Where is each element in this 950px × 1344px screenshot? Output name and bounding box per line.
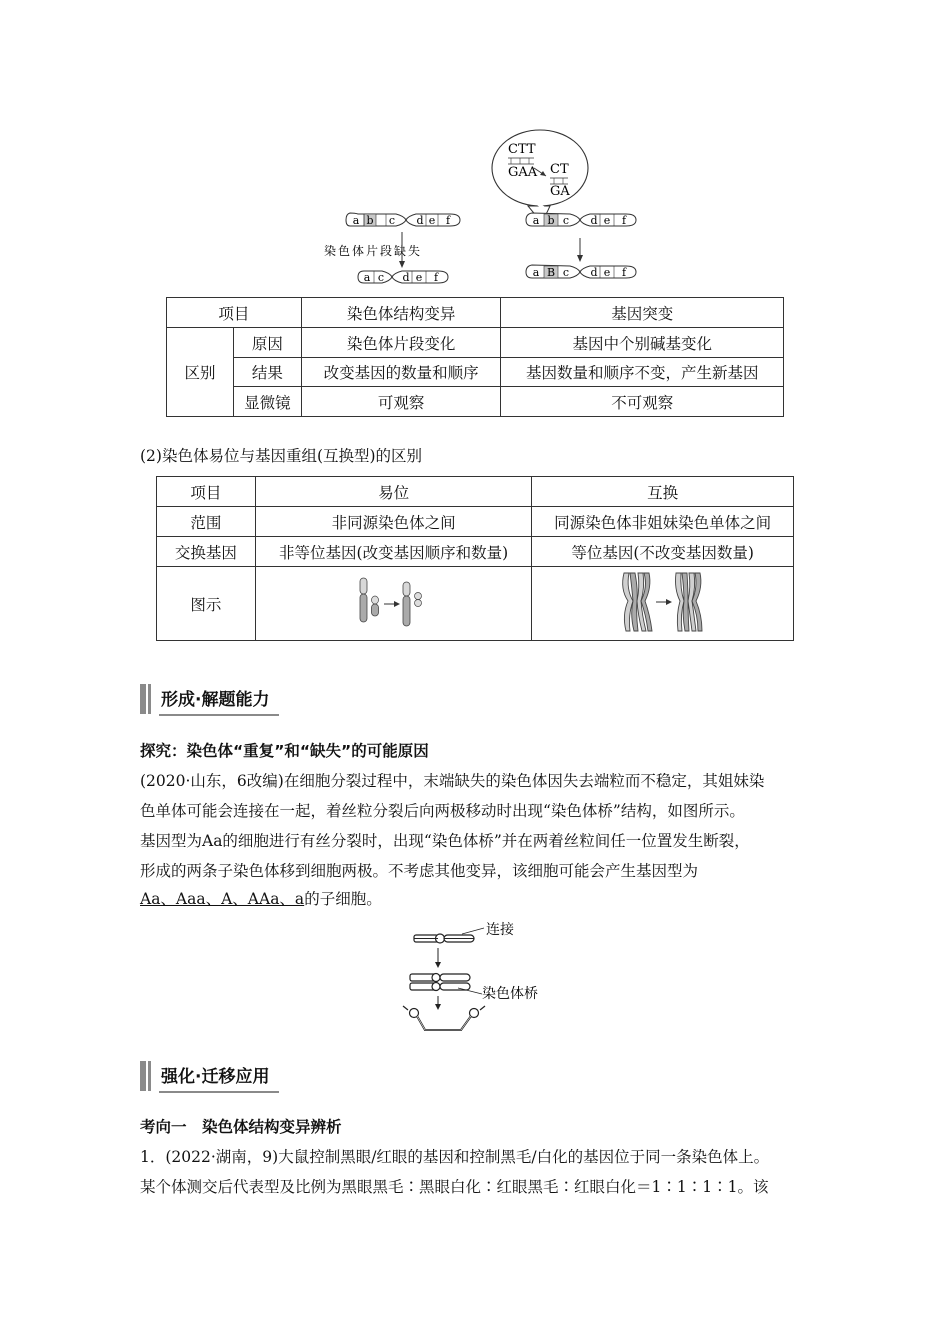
table-header-cell: 易位 (255, 477, 532, 507)
structural-vs-gene-mutation-table (166, 297, 784, 417)
topic-title: 考向一 染色体结构变异辨析 (140, 1118, 342, 1136)
gene-label: f (621, 266, 627, 279)
table-header-cell: 项目 (157, 477, 256, 507)
table-header-cell: 项目 (167, 298, 302, 328)
chromosome-left-top (346, 213, 460, 227)
table-cell: 范围 (157, 507, 256, 537)
heading-bar-icon (140, 684, 146, 714)
gene-label: c (388, 214, 396, 227)
gene-label: a (352, 214, 360, 227)
gene-label: a (532, 266, 540, 279)
speech-bubble (492, 130, 588, 206)
gene-label: f (433, 271, 439, 284)
section-heading-problem-solving (140, 684, 279, 714)
gene-label: d (416, 214, 424, 227)
explore-line: (2020·山东，6改编)在细胞分裂过程中，末端缺失的染色体因失去端粒而不稳定，其姐妹染 (140, 772, 765, 790)
crossover-diagram (618, 569, 708, 635)
table-cell: 染色体片段变化 (301, 328, 501, 358)
gene-label: d (402, 271, 410, 284)
explore-answer: Aa、Aaa、A、AAa、a (140, 890, 305, 908)
gene-label: c (562, 266, 570, 279)
bubble-top-seq: CTT (508, 142, 536, 157)
crossover-diagram-cell (532, 567, 794, 641)
translocation-diagram-cell (255, 567, 532, 641)
gene-label: e (415, 271, 423, 284)
gene-label: c (562, 214, 570, 227)
gene-label: d (590, 214, 598, 227)
question-line: 某个体测交后代表型及比例为黑眼黑毛∶黑眼白化∶红眼黑毛∶红眼白化＝1∶1∶1∶1。该 (140, 1178, 769, 1196)
gene-label: b (366, 214, 374, 227)
gene-label: e (603, 214, 611, 227)
bubble-right-top-seq: CT (550, 162, 569, 177)
table-cell: 改变基因的数量和顺序 (301, 358, 501, 387)
table-header-cell: 互换 (532, 477, 794, 507)
gene-label: a (532, 214, 540, 227)
explore-tail: 的子细胞。 (304, 890, 382, 908)
table-header-cell: 染色体结构变异 (301, 298, 501, 328)
table-cell: 图示 (157, 567, 256, 641)
section-heading-application (140, 1061, 279, 1091)
row-group-label: 区别 (167, 328, 234, 417)
table-cell: 基因数量和顺序不变，产生新基因 (501, 358, 784, 387)
mutation-comparison-figure (320, 128, 660, 288)
chromosome-right-top (526, 213, 636, 227)
heading-text: 形成·解题能力 (159, 682, 279, 716)
table-cell: 结果 (233, 358, 301, 387)
heading-bar-icon (148, 1061, 151, 1091)
table-cell: 等位基因(不改变基因数量) (532, 537, 794, 567)
table-cell: 显微镜 (233, 387, 301, 417)
heading-text: 强化·迁移应用 (159, 1059, 279, 1093)
section-2-title: (2)染色体易位与基因重组(互换型)的区别 (140, 447, 423, 465)
label-connect: 连接 (486, 922, 514, 938)
table-header-cell: 基因突变 (501, 298, 784, 328)
table-cell: 原因 (233, 328, 301, 358)
gene-label: e (428, 214, 436, 227)
deletion-label: 染色体片段缺失 (324, 244, 423, 258)
heading-bar-icon (140, 1061, 146, 1091)
explore-line: 形成的两条子染色体移到细胞两极。不考虑其他变异，该细胞可能会产生基因型为 (140, 862, 699, 880)
gene-label: c (377, 271, 385, 284)
chromosome-left-bottom (358, 271, 448, 284)
translocation-vs-recombination-table (156, 476, 794, 641)
table-cell: 非等位基因(改变基因顺序和数量) (255, 537, 532, 567)
gene-label: b (547, 214, 555, 227)
chromosome-right-bottom (526, 265, 636, 279)
heading-bar-icon (148, 684, 151, 714)
chromosome-bridge-figure (400, 920, 560, 1036)
explore-line: 基因型为Aa的细胞进行有丝分裂时，出现“染色体桥”并在两着丝粒间任一位置发生断裂， (140, 832, 750, 850)
table-cell: 同源染色体非姐妹染色单体之间 (532, 507, 794, 537)
gene-label: a (363, 271, 371, 284)
gene-label: e (603, 266, 611, 279)
explore-answer-line (140, 884, 820, 914)
table-cell: 非同源染色体之间 (255, 507, 532, 537)
gene-label: d (590, 266, 598, 279)
table-cell: 可观察 (301, 387, 501, 417)
bubble-right-bottom-seq: GA (550, 184, 570, 199)
table-cell: 基因中个别碱基变化 (501, 328, 784, 358)
explore-title: 探究：染色体“重复”和“缺失”的可能原因 (140, 742, 429, 760)
table-cell: 交换基因 (157, 537, 256, 567)
label-bridge: 染色体桥 (482, 986, 538, 1002)
gene-label: f (445, 214, 451, 227)
bubble-bottom-seq: GAA (508, 165, 538, 180)
gene-label: B (546, 266, 556, 279)
explore-line: 色单体可能会连接在一起，着丝粒分裂后向两极移动时出现“染色体桥”结构，如图所示。 (140, 802, 745, 820)
question-line: 1．(2022·湖南，9)大鼠控制黑眼/红眼的基因和控制黑毛/白化的基因位于同一条染色体上。 (140, 1148, 770, 1166)
gene-label: f (621, 214, 627, 227)
translocation-diagram (354, 574, 434, 630)
table-cell: 不可观察 (501, 387, 784, 417)
